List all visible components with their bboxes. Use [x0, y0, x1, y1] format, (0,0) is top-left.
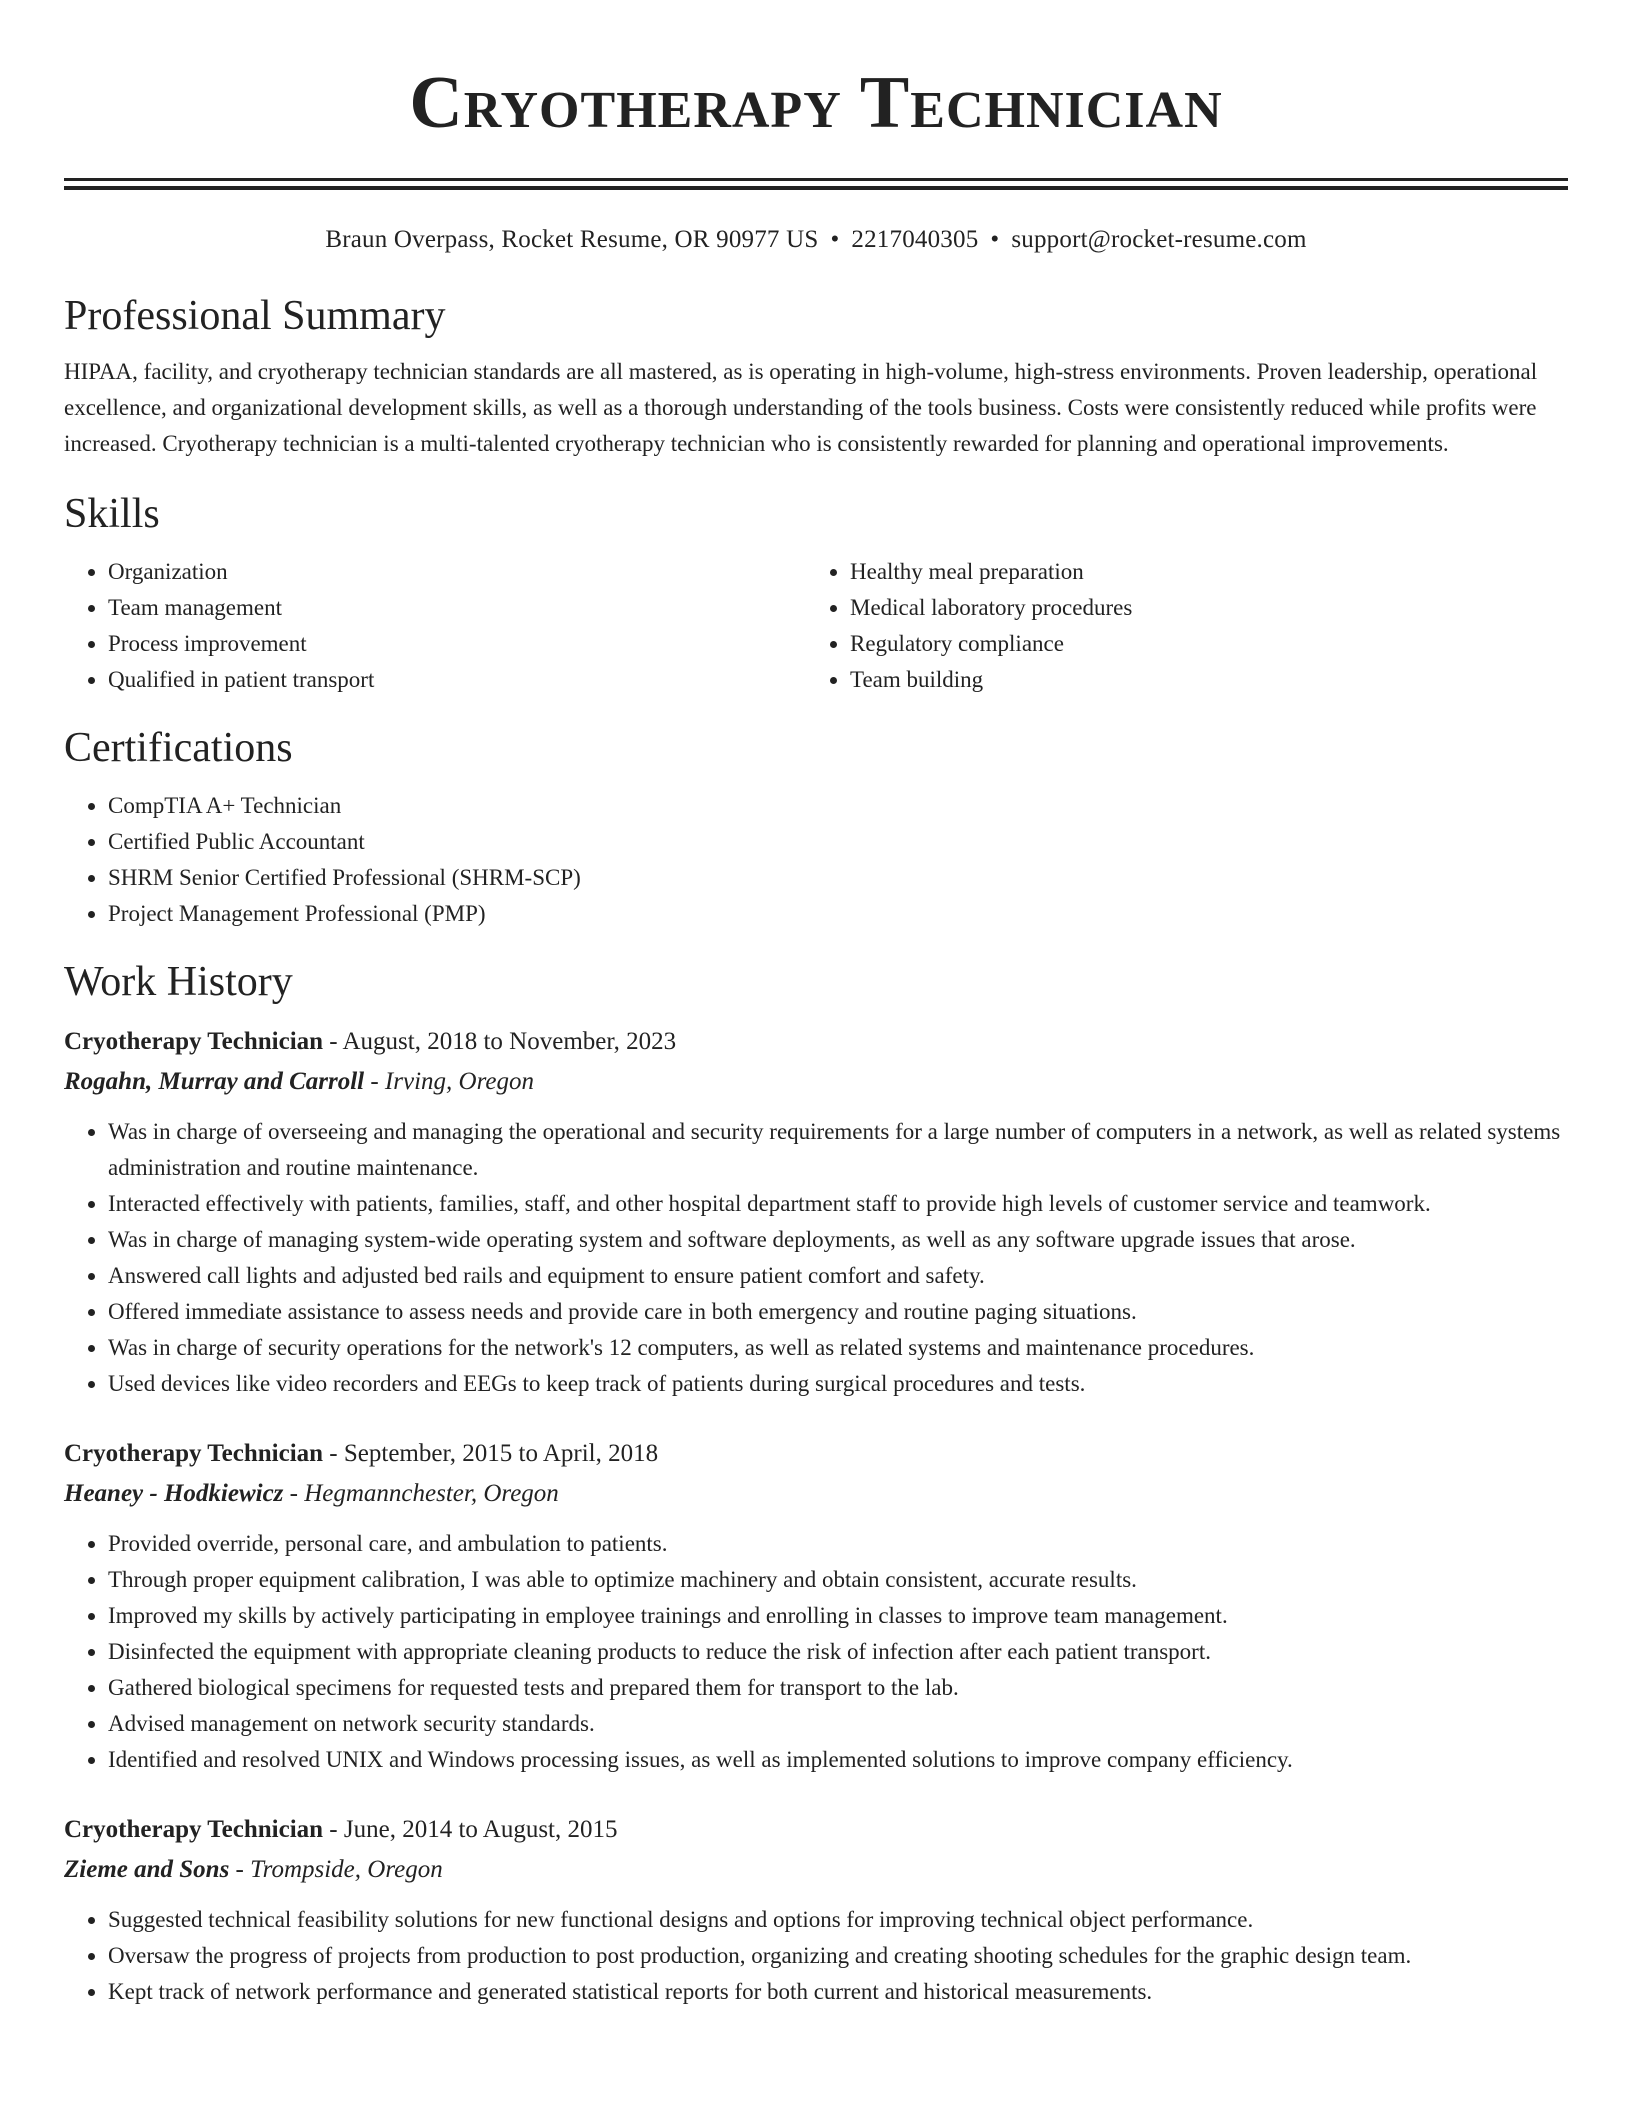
skill-item: • Team building — [850, 662, 1568, 698]
job-title-line — [64, 1434, 1568, 1474]
job-duty-item: • Used devices like video recorders and EEGs to keep track of patients during surgical procedures and tests. — [108, 1366, 1568, 1402]
skill-item: • Team management — [108, 590, 806, 626]
certifications-list — [64, 788, 1568, 932]
contact-separator: • — [990, 226, 1000, 253]
job-title-line — [64, 1810, 1568, 1850]
job-duty-item: • Interacted effectively with patients, families, staff, and other hospital department staff to provide high levels of customer service and teamwork. — [108, 1186, 1568, 1222]
job-duties-list — [64, 1114, 1568, 1402]
job-company: Rogahn, Murray and Carroll — [64, 1068, 365, 1095]
job-duty-item: • Suggested technical feasibility solutions for new functional designs and options for improving technical object performance. — [108, 1902, 1568, 1938]
summary-heading: Professional Summary — [64, 293, 446, 339]
job-entry — [64, 1022, 1568, 1402]
contact-address: Braun Overpass, Rocket Resume, OR 90977 US — [325, 226, 819, 253]
certification-item: • Project Management Professional (PMP) — [108, 896, 1568, 932]
job-duty-item: • Answered call lights and adjusted bed rails and equipment to ensure patient comfort and safety. — [108, 1258, 1568, 1294]
job-location: - Trompside, Oregon — [229, 1856, 443, 1883]
skills-heading: Skills — [64, 491, 160, 537]
job-dates: - September, 2015 to April, 2018 — [323, 1440, 659, 1467]
skills-list-right — [806, 554, 1568, 698]
job-company: Zieme and Sons — [64, 1856, 230, 1883]
header-divider — [64, 178, 1568, 190]
contact-phone: 2217040305 — [851, 226, 979, 253]
job-entry — [64, 1810, 1568, 2010]
job-duty-item: • Provided override, personal care, and ambulation to patients. — [108, 1526, 1568, 1562]
skill-item: • Process improvement — [108, 626, 806, 662]
job-duty-item: • Offered immediate assistance to assess needs and provide care in both emergency and routine paging situations. — [108, 1294, 1568, 1330]
job-duty-item: • Identified and resolved UNIX and Windows processing issues, as well as implemented solutions to improve company efficiency. — [108, 1742, 1568, 1778]
job-company-line — [64, 1474, 1568, 1514]
contact-email: support@rocket-resume.com — [1011, 226, 1307, 253]
job-duty-item: • Gathered biological specimens for requested tests and prepared them for transport to the lab. — [108, 1670, 1568, 1706]
job-company-line — [64, 1850, 1568, 1890]
skill-item: • Organization — [108, 554, 806, 590]
job-entry — [64, 1434, 1568, 1778]
skill-item: • Medical laboratory procedures — [850, 590, 1568, 626]
certification-item: • SHRM Senior Certified Professional (SHRM-SCP) — [108, 860, 1568, 896]
job-duty-item: • Was in charge of managing system-wide operating system and software deployments, as well as any software upgrade issues that arose. — [108, 1222, 1568, 1258]
job-title-line — [64, 1022, 1568, 1062]
job-duty-item: • Disinfected the equipment with appropriate cleaning products to reduce the risk of infection after each patient transport. — [108, 1634, 1568, 1670]
summary-text: HIPAA, facility, and cryotherapy technician standards are all mastered, as is operating in high-volume, high-stress environments. Proven leadership, operational excellence, and organizational development skills, as well as a thorough understanding of the tools business. Costs were consistently reduced while profits were increased. Cryotherapy technician is a multi-talented cryotherapy technician who is consistently rewarded for planning and operational improvements. — [64, 359, 1538, 456]
job-dates: - June, 2014 to August, 2015 — [323, 1816, 618, 1843]
job-company-line — [64, 1062, 1568, 1102]
job-duty-item: • Improved my skills by actively participating in employee trainings and enrolling in classes to improve team management. — [108, 1598, 1568, 1634]
work-history-heading: Work History — [64, 959, 293, 1005]
job-title: Cryotherapy Technician — [64, 1028, 324, 1055]
skills-list-left — [64, 554, 806, 698]
contact-separator: • — [830, 226, 840, 253]
job-duty-item: • Through proper equipment calibration, I was able to optimize machinery and obtain consistent, accurate results. — [108, 1562, 1568, 1598]
job-duty-item: • Kept track of network performance and generated statistical reports for both current and historical measurements. — [108, 1974, 1568, 2010]
job-location: - Irving, Oregon — [364, 1068, 534, 1095]
job-location: - Hegmannchester, Oregon — [283, 1480, 559, 1507]
job-title: Cryotherapy Technician — [64, 1440, 324, 1467]
certification-item: • CompTIA A+ Technician — [108, 788, 1568, 824]
job-duties-list — [64, 1902, 1568, 2010]
contact-line — [64, 224, 1568, 256]
skill-item: • Regulatory compliance — [850, 626, 1568, 662]
certification-item: • Certified Public Accountant — [108, 824, 1568, 860]
job-duty-item: • Was in charge of overseeing and managing the operational and security requirements for a large number of computers in a network, as well as related systems administration and routine maintenance. — [108, 1114, 1568, 1186]
job-title: Cryotherapy Technician — [64, 1816, 324, 1843]
skill-item: • Healthy meal preparation — [850, 554, 1568, 590]
job-duty-item: • Oversaw the progress of projects from production to post production, organizing and creating shooting schedules for the graphic design team. — [108, 1938, 1568, 1974]
job-company: Heaney - Hodkiewicz — [64, 1480, 284, 1507]
job-duties-list — [64, 1526, 1568, 1778]
job-duty-item: • Was in charge of security operations for the network's 12 computers, as well as related systems and maintenance procedures. — [108, 1330, 1568, 1366]
skills-grid — [64, 554, 1568, 698]
job-duty-item: • Advised management on network security standards. — [108, 1706, 1568, 1742]
job-dates: - August, 2018 to November, 2023 — [323, 1028, 677, 1055]
certifications-heading: Certifications — [64, 725, 293, 771]
page-title: Cryotherapy Technician — [409, 62, 1223, 144]
skill-item: • Qualified in patient transport — [108, 662, 806, 698]
